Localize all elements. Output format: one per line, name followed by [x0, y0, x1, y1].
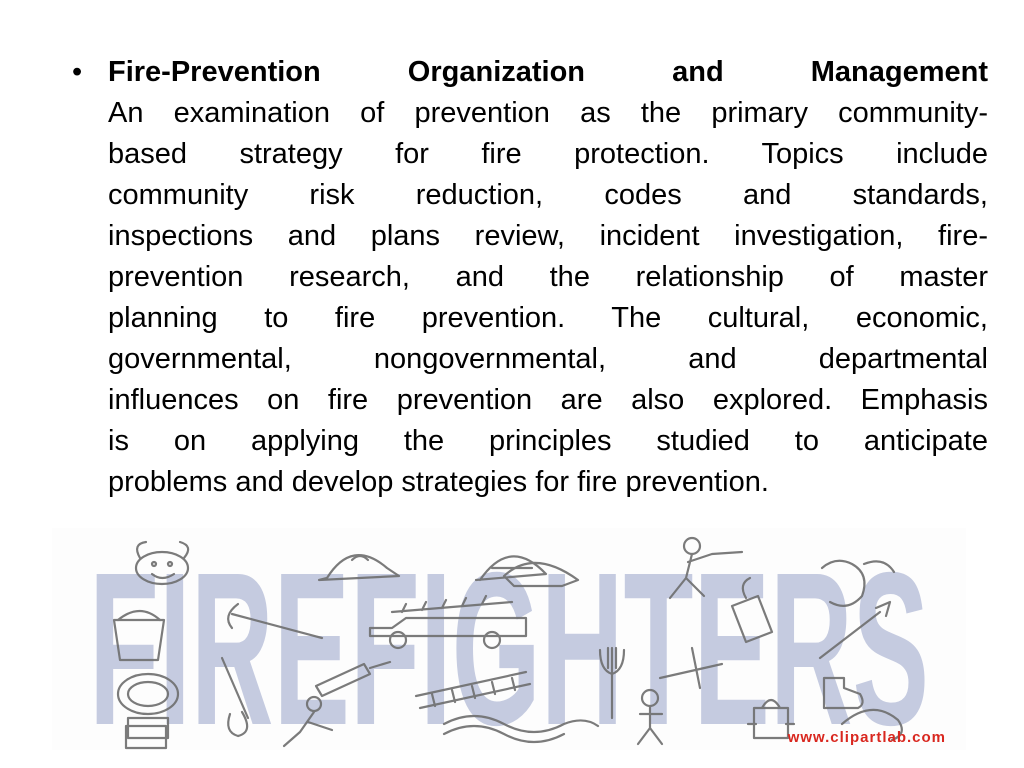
course-title: Fire-Prevention Organization and Management	[108, 56, 988, 88]
description-line: prevention research, and the relationship of master	[108, 261, 988, 293]
description-line: inspections and plans review, incident investigation, fire-	[108, 220, 988, 252]
description-line: governmental, nongovernmental, and departmental	[108, 343, 988, 375]
bullet-point: •	[72, 56, 83, 88]
description-text	[108, 52, 988, 503]
description-line: based strategy for fire protection. Topics include	[108, 138, 988, 170]
description-line: community risk reduction, codes and standards,	[108, 179, 988, 211]
description-line: influences on fire prevention are also explored. Emphasis	[108, 384, 988, 416]
course-description	[72, 52, 988, 503]
banner-word: FIREFIGHTERS	[89, 528, 930, 750]
description-line: An examination of prevention as the primary community-	[108, 97, 988, 129]
firefighters-clipart-banner	[52, 528, 966, 750]
description-line: is on applying the principles studied to anticipate	[108, 425, 988, 457]
firefighters-artwork	[52, 528, 966, 750]
description-line: planning to fire prevention. The cultural, economic,	[108, 302, 988, 334]
description-line: problems and develop strategies for fire prevention.	[108, 466, 769, 498]
clipart-credit: www.clipartlab.com	[787, 729, 946, 746]
